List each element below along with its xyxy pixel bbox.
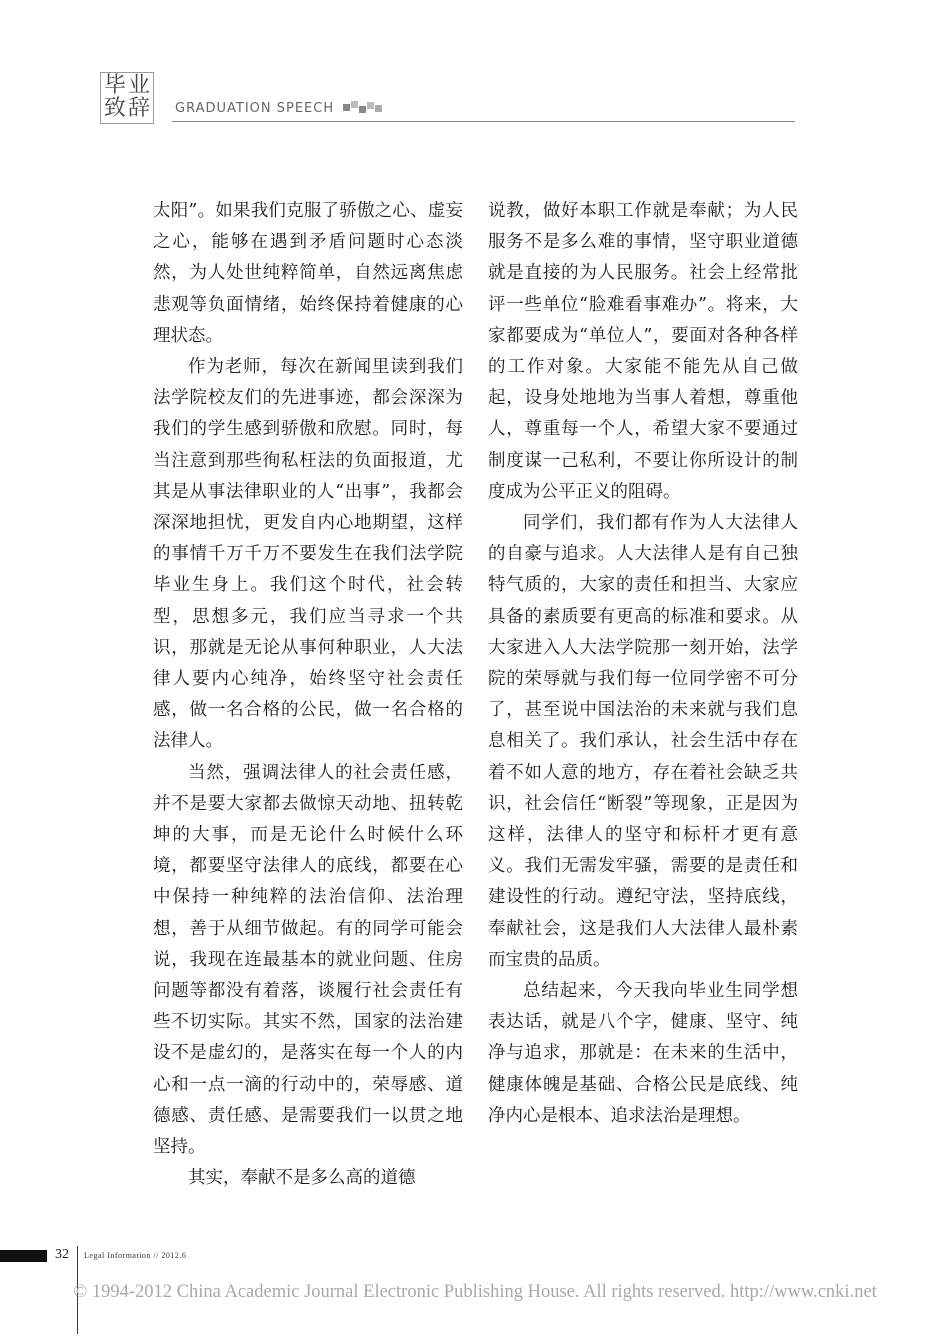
article-column-left [153, 196, 463, 1195]
copyright-notice: © 1994-2012 China Academic Journal Electronic Publishing House. All rights reserved. http://www.cnki.net [73, 1282, 877, 1302]
logo-line-1: 毕业 [104, 73, 153, 98]
paragraph: 总结起来，今天我向毕业生同学想表达话，就是八个字，健康、坚守、纯净与追求，那就是：在未来的生活中，健康体魄是基础、合格公民是底线、纯净内心是根本、追求法治是理想。 [488, 981, 798, 1126]
footer-bar [0, 1250, 47, 1262]
section-title: GRADUATION SPEECH [175, 101, 335, 116]
journal-name: Legal Information // 2012.6 [84, 1251, 187, 1260]
header-divider [172, 121, 795, 122]
paragraph: 作为老师，每次在新闻里读到我们法学院校友们的先进事迹，都会深深为我们的学生感到骄傲和欣慰。同时，每当注意到那些徇私枉法的负面报道，尤其是从事法律职业的人“出事”，我都会深深地担忧，更发自内心地期望，这样的事情千万千万不要发生在我们法学院毕业生身上。我们这个时代，社会转型，思想多元，我们应当寻求一个共识，那就是无论从事何种职业，人大法律人要内心纯净，始终坚守社会责任感，做一名合格的公民，做一名合格的法律人。 [153, 357, 463, 752]
paragraph: 说教，做好本职工作就是奉献；为人民服务不是多么难的事情，坚守职业道德就是直接的为人民服务。社会上经常批评一些单位“脸难看事难办”。将来，大家都要成为“单位人”，要面对各种各样的工作对象。大家能不能先从自己做起，设身处地地为当事人着想，尊重他人，尊重每一个人，希望大家不要通过制度谋一己私利，不要让你所设计的制度成为公平正义的阻碍。 [488, 201, 798, 502]
paragraph: 同学们，我们都有作为人大法律人的自豪与追求。人大法律人是有自己独特气质的，大家的责任和担当、大家应具备的素质要有更高的标准和要求。从大家进入人大法学院那一刻开始，法学院的荣辱就与我们每一位同学密不可分了，甚至说中国法治的未来就与我们息息相关了。我们承认，社会生活中存在着不如人意的地方，存在着社会缺乏共识，社会信任“断裂”等现象，正是因为这样，法律人的坚守和标杆才更有意义。我们无需发牢骚，需要的是责任和建设性的行动。遵纪守法，坚持底线，奉献社会，这是我们人大法律人最朴素而宝贵的品质。 [488, 513, 798, 970]
paragraph: 其实，奉献不是多么高的道德 [188, 1168, 416, 1189]
paragraph: 当然，强调法律人的社会责任感，并不是要大家都去做惊天动地、扭转乾坤的大事，而是无论什么时候什么环境，都要坚守法律人的底线，都要在心中保持一种纯粹的法治信仰、法治理想，善于从细节做起。有的同学可能会说，我现在连最基本的就业问题、住房问题等都没有着落，谈履行社会责任有些不切实际。其实不然，国家的法治建设不是虚幻的，是落实在每一个人的内心和一点一滴的行动中的，荣辱感、道德感、责任感、是需要我们一以贯之地坚持。 [153, 762, 463, 1158]
section-logo [100, 72, 160, 126]
article-column-right [488, 196, 798, 1132]
paragraph: 太阳”。如果我们克服了骄傲之心、虚妄之心，能够在遇到矛盾问题时心态淡然，为人处世纯粹简单，自然远离焦虑悲观等负面情绪，始终保持着健康的心理状态。 [153, 201, 463, 346]
logo-line-2: 致辞 [104, 96, 153, 121]
page-number: 32 [55, 1247, 69, 1262]
